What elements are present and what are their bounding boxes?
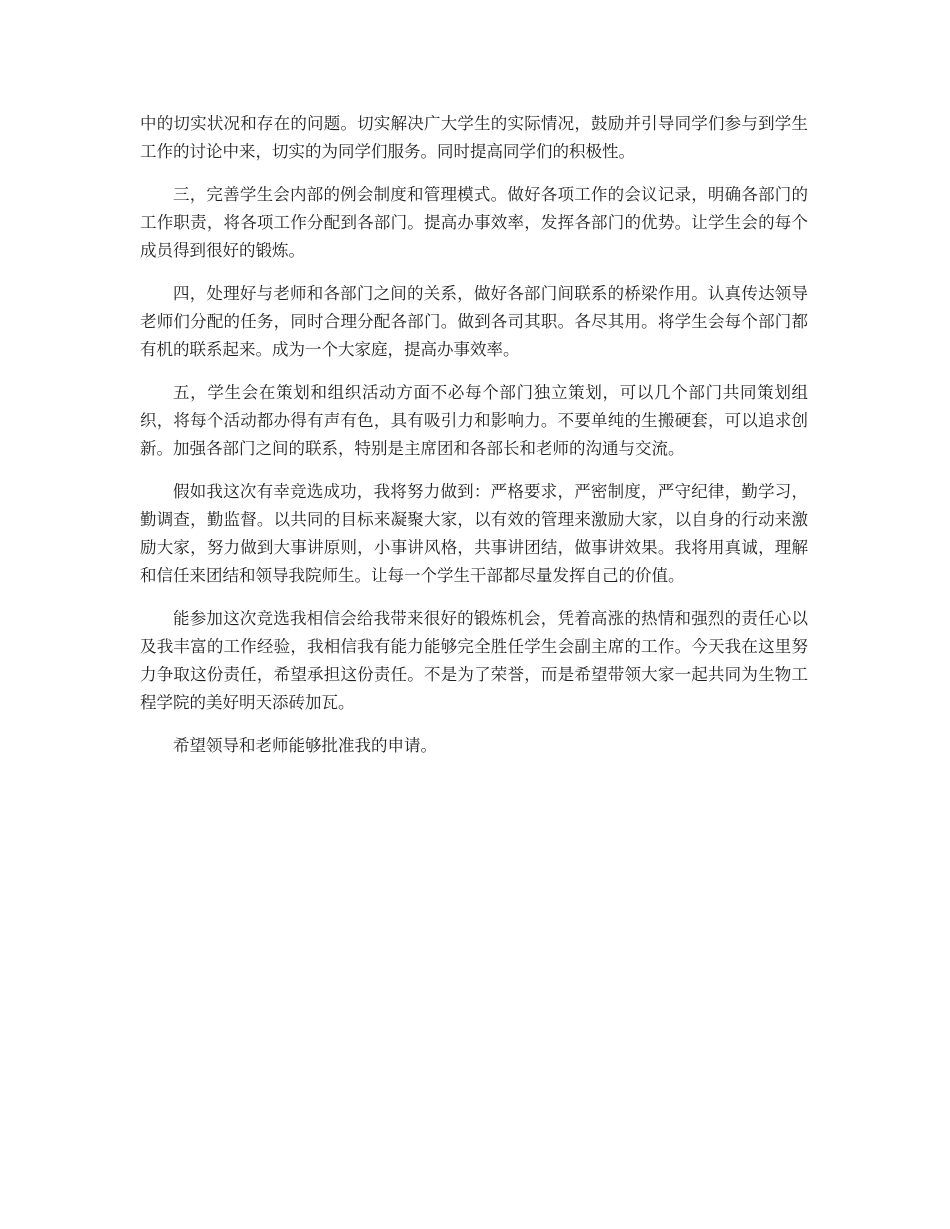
- paragraph-closing: 希望领导和老师能够批准我的申请。: [173, 736, 437, 755]
- paragraph-point-four: 四，处理好与老师和各部门之间的关系，做好各部门间联系的桥梁作用。认真传达领导老师们分配的任务，同时合理分配各部门。做到各司其职。各尽其用。将学生会每个部门都有机的联系起来。成为一个大家庭，提高办事效率。: [140, 284, 808, 359]
- paragraph-commitment: 假如我这次有幸竞选成功，我将努力做到：严格要求，严密制度，严守纪律，勤学习，勤调查，勤监督。以共同的目标来凝聚大家，以有效的管理来激励大家，以自身的行动来激励大家，努力做到大事讲原则，小事讲风格，共事讲团结，做事讲效果。我将用真诚，理解和信任来团结和领导我院师生。让每一个学生干部都尽量发挥自己的价值。: [140, 482, 808, 585]
- paragraph-point-three: 三，完善学生会内部的例会制度和管理模式。做好各项工作的会议记录，明确各部门的工作职责，将各项工作分配到各部门。提高办事效率，发挥各部门的优势。让学生会的每个成员得到很好的锻炼。: [140, 185, 808, 260]
- document-body: [140, 110, 808, 775]
- paragraph-motivation: 能参加这次竞选我相信会给我带来很好的锻炼机会，凭着高涨的热情和强烈的责任心以及我丰富的工作经验，我相信我有能力能够完全胜任学生会副主席的工作。今天我在这里努力争取这份责任，希望承担这份责任。不是为了荣誉，而是希望带领大家一起共同为生物工程学院的美好明天添砖加瓦。: [140, 609, 808, 712]
- paragraph-point-five: 五，学生会在策划和组织活动方面不必每个部门独立策划，可以几个部门共同策划组织，将每个活动都办得有声有色，具有吸引力和影响力。不要单纯的生搬硬套，可以追求创新。加强各部门之间的联系，特别是主席团和各部长和老师的沟通与交流。: [140, 383, 808, 458]
- paragraph-continuation: 中的切实状况和存在的问题。切实解决广大学生的实际情况，鼓励并引导同学们参与到学生工作的讨论中来，切实的为同学们服务。同时提高同学们的积极性。: [140, 114, 808, 161]
